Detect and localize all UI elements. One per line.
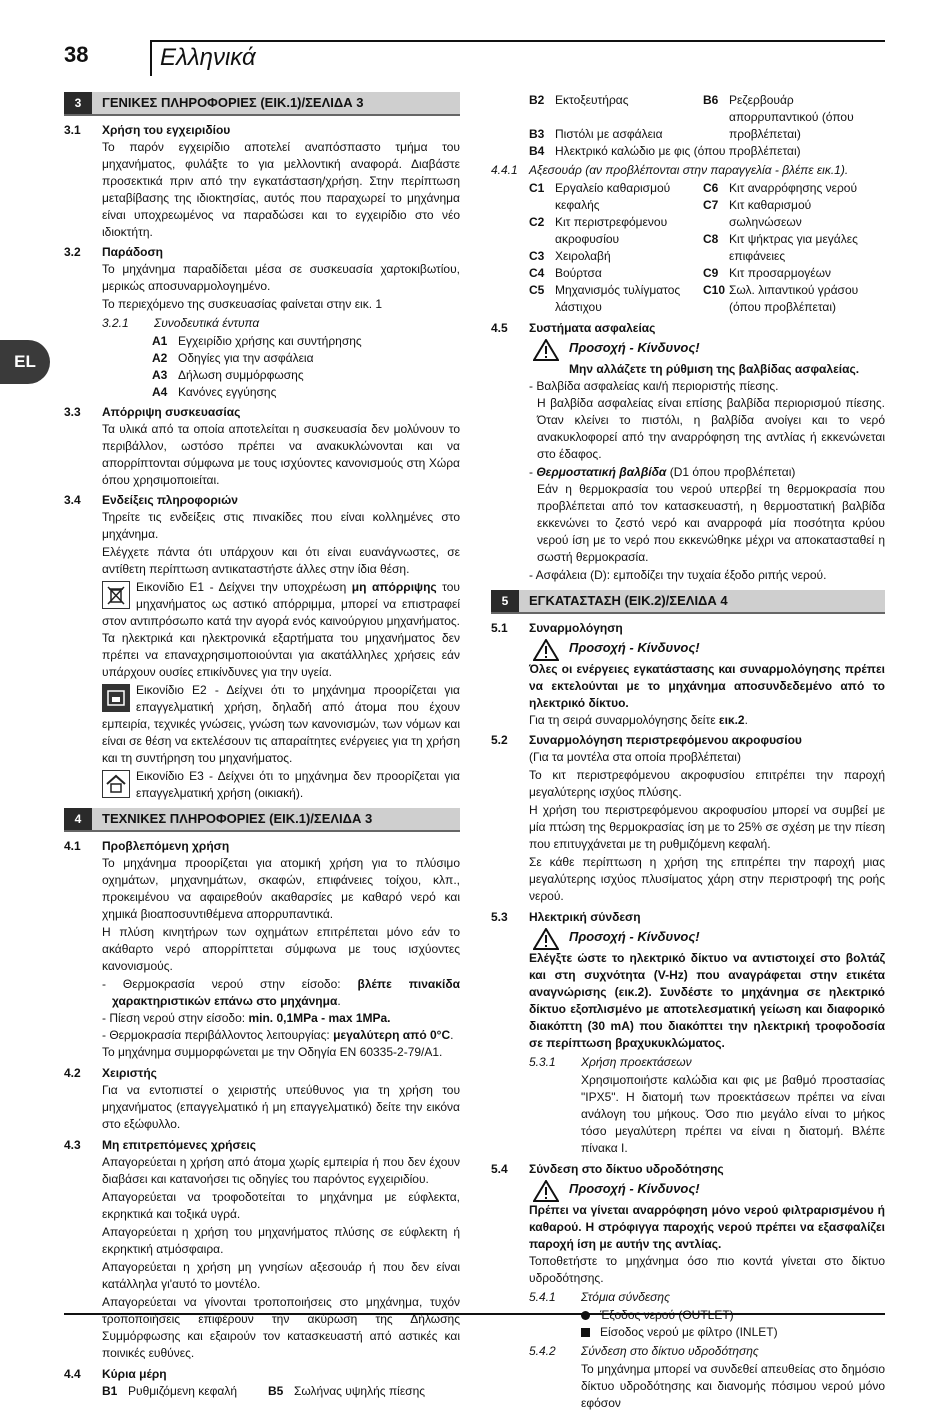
warning-icon [533,1180,559,1202]
subsection-5-4-2: 5.4.2 Σύνδεση στο δίκτυο υδροδότησης [529,1344,759,1358]
paragraph: Εάν η θερμοκρασία του νερού υπερβεί τη θερμοκρασία που προβλέπεται από τον κατασκευαστή, η θερμοστατική βαλβίδα εκκενώνει το ζεστό νερό και αναρροφά μία ποσότητα κρύου νερού ίση με το νερό που εκκενώθηκε μέχρι να αποκατασταθεί η σωστή θερμοκρασία. [537,482,885,564]
warning-box [533,339,885,361]
list-item: A1 Εγχειρίδιο χρήσης και συντήρησης [152,334,362,348]
warning-icon [533,928,559,950]
inlet-row: Είσοδος νερού με φίλτρο (INLET) [581,1324,885,1341]
list-item: A2 Οδηγίες για την ασφάλεια [152,351,314,365]
subsection-3-1: 3.1 Χρήση του εγχειριδίου [64,123,231,137]
home-icon [102,770,130,798]
paragraph: Το περιεχόμενο της συσκευασίας φαίνεται στην εικ. 1 [102,297,383,311]
paragraph: Το μηχάνημα προορίζεται για ατομική χρήση για το πλύσιμο οχημάτων, μηχανημάτων, σκαφών, επιφάνειες τοίχου, κλπ., προκειμένου να αφαιρεθούν ακαθαρσίες με καθαρό νερό και χημικά βιοαποσυντιθέμενα απορρυπαντικά. [102,856,460,921]
subsection-4-5: 4.5 Συστήματα ασφαλείας [491,321,656,335]
bullet: - Θερμοκρασία νερού στην είσοδο: βλέπε πινακίδα χαρακτηριστικών επάνω στο μηχάνημα. [102,977,460,1008]
subsection-3-3: 3.3 Απόρριψη συσκευασίας [64,405,241,419]
section-title: ΤΕΧΝΙΚΕΣ ΠΛΗΡΟΦΟΡΙΕΣ (ΕΙΚ.1)/ΣΕΛΙΔΑ 3 [92,808,460,830]
warning-text: Ελέγξτε ώστε το ηλεκτρικό δίκτυο να αντιστοιχεί στο βολτάζ και στη συχνότητα (V-Hz) που αναγράφεται στην ετικέτα αναγνώρισης (εικ.2). Συνδέστε το μηχάνημα σε ηλεκτρικό δίκτυο εξοπλισμένο με αποτελεσματική γείωση και διαφορικό διακόπτη (30 mA) που διακόπτει την ηλεκτρική τροφοδοσία σε περίπτωση βραχυκυκλώματος. [529,951,885,1050]
bullet: - Ασφάλεια (D): εμποδίζει την τυχαία έξοδο ριπής νερού. [529,568,827,582]
subsection-5-4-1: 5.4.1 Στόμια σύνδεσης [529,1290,670,1304]
list-item: C4 Βούρτσα [529,266,602,280]
paragraph: Απαγορεύεται να τροφοδοτείται το μηχάνημα με εύφλεκτα, εκρηκτικά και τοξικά υγρά. [102,1190,460,1221]
list-item: C8 Κιτ ψήκτρας για μεγάλες επιφάνειες [703,232,858,263]
paragraph: Τα υλικά από τα οποία αποτελείται η συσκευασία δεν μολύνουν το περιβάλλον, ωστόσο πρέπει να ανακυκλώνονται και να απορρίπτονται σύμφωνα με τους ισχύοντες κανονισμούς στη Χώρα όπου χρησιμοποιείται. [102,422,460,487]
subsection-3-2: 3.2 Παράδοση [64,245,163,259]
crossed-bin-icon [102,581,130,609]
paragraph: Σε κάθε περίπτωση η χρήση της επιτρέπει την παροχή μιας μεγαλύτερης ισχύος πλυσίματος χάρη στην περιστροφή της ροής νερού. [529,855,885,903]
list-item: B1 Ρυθμιζόμενη κεφαλή [102,1384,237,1398]
warning-icon [533,639,559,661]
paragraph: Απαγορεύεται να γίνονται τροποποιήσεις στο μηχάνημα, τυχόν τροποποιήσεις επιφέρουν την ακύρωση της Δήλωσης Συμμόρφωσης και εξαιρούν τον κατασκευαστή από αστικές και ποινικές ευθύνες. [102,1295,460,1360]
subsection-4-4: 4.4 Κύρια μέρη [64,1367,167,1381]
list-item: C7 Κιτ καθαρισμού σωληνώσεων [703,198,812,229]
paragraph: Τοποθετήστε το μηχάνημα όσο πιο κοντά γίνεται στο δίκτυο υδροδότησης. [529,1254,885,1285]
section-4-header [64,808,460,832]
left-column [64,92,460,1400]
professional-use-icon [102,684,130,712]
section-title: ΓΕΝΙΚΕΣ ΠΛΗΡΟΦΟΡΙΕΣ (ΕΙΚ.1)/ΣΕΛΙΔΑ 3 [92,92,460,114]
subsection-5-3-1: 5.3.1 Χρήση προεκτάσεων [529,1055,692,1069]
list-item: B3 Πιστόλι με ασφάλεια [529,127,663,141]
warning-icon [533,339,559,361]
parts-list [529,92,885,160]
warning-title: Προσοχή - Κίνδυνος! [569,340,700,355]
subsection-3-4: 3.4 Ενδείξεις πληροφοριών [64,493,238,507]
paragraph: Το μηχάνημα παραδίδεται μέσα σε συσκευασία χαρτοκιβωτίου, μερικώς αποσυναρμολογημένο. [102,262,460,293]
page-number: 38 [64,42,89,67]
paragraph: Το μηχάνημα μπορεί να συνδεθεί απευθείας στο δημόσιο δίκτυο υδροδότησης και διανομής πόσιμου νερού μόνο εφόσον [581,1362,885,1410]
warning-title: Προσοχή - Κίνδυνος! [569,929,700,944]
list-item: B2 Εκτοξευτήρας [529,93,629,107]
warning-title: Προσοχή - Κίνδυνος! [569,640,700,655]
language-title: Ελληνικά [160,44,256,71]
paragraph: Η χρήση του περιστρεφόμενου ακροφυσίου μπορεί να συμβεί με μία πτώση της θερμοκρασίας ίση με το 25% σε σχέση με την πίεση που επιτυγχάνεται με τη ρυθμιζόμενη κεφαλή. [529,803,885,851]
list-item: C6 Κιτ αναρρόφησης νερού [703,181,858,195]
warning-box [533,639,885,661]
warning-box [533,1180,885,1202]
bullet: - Θερμοστατική βαλβίδα (D1 όπου προβλέπεται) [529,465,796,479]
accessories-list [529,180,885,316]
paragraph: Η βαλβίδα ασφαλείας είναι επίσης βαλβίδα περιορισμού πίεσης. Όταν κλείνει το πιστόλι, η βαλβίδα ανοίγει και το νερό ανακυκλοφορεί από την αναρρόφηση της αντλίας ή εκκενώνεται στο έδαφος. [537,396,885,461]
header-divider [150,40,152,76]
list-item: A4 Κανόνες εγγύησης [152,385,277,399]
list-item: A3 Δήλωση συμμόρφωσης [152,368,304,382]
subsection-4-1: 4.1 Προβλεπόμενη χρήση [64,839,230,853]
outlet-row: Έξοδος νερού (OUTLET) [581,1307,885,1324]
list-item: C10 Σωλ. λιπαντικού γράσου (όπου προβλέπεται) [703,283,859,314]
paragraph: Απαγορεύεται η χρήση του μηχανήματος πλύσης σε εύφλεκτη ή εκρηκτική ατμόσφαιρα. [102,1225,460,1256]
paragraph: (Για τα μοντέλα στα οποία προβλέπεται) [529,750,741,764]
header-rule [150,40,885,42]
bullet: - Θερμοκρασία περιβάλλοντος λειτουργίας: μεγαλύτερη από 0°C. [102,1028,454,1042]
subsection-3-2-1: 3.2.1 Συνοδευτικά έντυπα [102,316,260,330]
paragraph: Ελέγχετε πάντα ότι υπάρχουν και ότι είναι ευανάγνωστες, σε αντίθετη περίπτωση αντικαταστήστε άλλες στην ίδια θέση. [102,545,460,576]
bullet: - Πίεση νερού στην είσοδο: min. 0,1MPa - max 1MPa. [102,1011,391,1025]
paragraph: Για τη σειρά συναρμολόγησης δείτε εικ.2. [529,713,748,727]
paragraph: Για να εντοπιστεί ο χειριστής υπεύθυνος για τη χρήση του μηχανήματος (επαγγελματικό ή μη επαγγελματικό) δείτε την εικόνα στο εξώφυλλο. [102,1083,460,1131]
paragraph: Η πλύση κινητήρων των οχημάτων επιτρέπεται μόνο εάν το ακάθαρτο νερό απορρίπτεται σύμφωνα με τους ισχύοντες κανονισμούς. [102,925,460,973]
warning-box [533,928,885,950]
right-column [491,92,885,1413]
warning-text: Όλες οι ενέργειες εγκατάστασης και συναρμολόγησης πρέπει να εκτελούνται με το μηχάνημα αποσυνδεδεμένο από το ηλεκτρικό δίκτυο. [529,662,885,710]
paragraph: Απαγορεύεται η χρήση μη γνησίων αξεσουάρ ή που δεν είναι κατάλληλα γι'αυτό το μοντέλο. [102,1260,460,1291]
paragraph: Τηρείτε τις ενδείξεις στις πινακίδες που είναι κολλημένες στο μηχάνημα. [102,510,460,541]
paragraph: Απαγορεύεται η χρήση από άτομα χωρίς εμπειρία ή που δεν έχουν διαβάσει και κατανοήσει τις οδηγίες του παρόντος εγχειριδίου. [102,1155,460,1186]
subsection-5-4: 5.4 Σύνδεση στο δίκτυο υδροδότησης [491,1162,724,1176]
section-3-header [64,92,460,116]
list-item: C9 Κιτ προσαρμογέων [703,266,831,280]
list-item: C2 Κιτ περιστρεφόμενου ακροφυσίου [529,215,668,246]
list-item: B5 Σωλήνας υψηλής πίεσης [268,1384,426,1398]
section-number: 4 [64,808,92,830]
parts-row [102,1383,460,1400]
list-item: C3 Χειρολαβή [529,249,611,263]
filled-square-icon [581,1328,590,1337]
icon-e1-paragraph: Εικονίδιο Ε1 - Δείχνει την υποχρέωση μη απόρριψης του μηχανήματος ως αστικό απόρριμμα, μπορεί να επιστραφεί στον αντιπρόσωπο κατά την αγορά ενός καινούργιου μηχανήματος. Τα ηλεκτρικά και ηλεκτρονικά εξαρτήματα του μηχανήματος δεν πρέπει να επαναχρησιμοποιούνται για ακατάλληλες χρήσεις εάν υπάρχουν ουσίες επικίνδυνες για την υγεία. [102,580,460,679]
list-item: C5 Μηχανισμός τυλίγματος λάστιχου [529,283,681,314]
section-title: ΕΓΚΑΤΑΣΤΑΣΗ (ΕΙΚ.2)/ΣΕΛΙΔΑ 4 [519,590,885,612]
paragraph: Το μηχάνημα συμμορφώνεται με την Οδηγία EN 60335-2-79/A1. [102,1045,443,1059]
language-side-tab: EL [0,340,50,384]
subsection-5-3: 5.3 Ηλεκτρική σύνδεση [491,910,641,924]
subsection-5-2: 5.2 Συναρμολόγηση περιστρεφόμενου ακροφυσίου [491,733,802,747]
section-number: 5 [491,590,519,612]
subsection-5-1: 5.1 Συναρμολόγηση [491,621,623,635]
list-item: C1 Εργαλείο καθαρισμού κεφαλής [529,181,671,212]
icon-e2-paragraph: Εικονίδιο Ε2 - Δείχνει ότι το μηχάνημα προορίζεται για επαγγελματική χρήση, δηλαδή από άτομα που έχουν εμπειρία, τεχνικές γνώσεις, γνώση των κανονισμών, των νόμων και είναι σε θέση να εκτελέσουν τις απαραίτητες ενέργειες για τη χρήση και τη συντήρηση του μηχανήματος. [102,683,460,765]
bullet: - Βαλβίδα ασφαλείας και/ή περιοριστής πίεσης. [529,379,779,393]
warning-text: Μην αλλάζετε τη ρύθμιση της βαλβίδας ασφαλείας. [569,362,860,376]
icon-e3-paragraph: Εικονίδιο Ε3 - Δείχνει ότι το μηχάνημα δεν προορίζεται για επαγγελματική χρήση (οικιακή). [102,768,460,802]
warning-title: Προσοχή - Κίνδυνος! [569,1181,700,1196]
section-5-header [491,590,885,614]
filled-circle-icon [581,1311,590,1320]
paragraph: Χρησιμοποιήστε καλώδια και φις με βαθμό προστασίας "IPX5". Η διατομή των προεκτάσεων πρέπει να είναι ανάλογη του μήκους. Όσο πιο μεγάλο είναι το μήκος τόσο μεγαλύτερη πρέπει να είναι η διατομή. Βλέπε πίνακα I. [581,1073,885,1155]
list-item: B6 Ρεζερβουάρ απορρυπαντικού (όπου προβλέπεται) [703,93,854,141]
paragraph: Το κιτ περιστρεφόμενου ακροφυσίου επιτρέπει την παροχή μεγαλύτερης ισχύος πλύσης. [529,768,885,799]
subsection-4-2: 4.2 Χειριστής [64,1066,157,1080]
paragraph: Το παρόν εγχειρίδιο αποτελεί αναπόσπαστο τμήμα του μηχανήματος, φυλάξτε το για μελλοντική αναφορά. Διαβάστε προσεκτικά πριν από την εγκατάσταση/χρήση. Στην περίπτωση μεταβίβασης της ιδιοκτησίας, αυτός που παραχωρεί το μηχάνημα είναι υποχρεωμένος να παραδώσει και το εγχειρίδιο στο νέο ιδιοκτήτη. [102,140,460,239]
subsection-4-3: 4.3 Μη επιτρεπόμενες χρήσεις [64,1138,256,1152]
section-number: 3 [64,92,92,114]
subsection-4-4-1: 4.4.1 Αξεσουάρ (αν προβλέπονται στην παραγγελία - βλέπε εικ.1). [491,163,849,177]
warning-text: Πρέπει να γίνεται αναρρόφηση μόνο νερού φιλτραρισμένου ή καθαρού. Η στρόφιγγα παροχής νερού πρέπει να εξασφαλίζει παροχή ίση με αυτήν της αντλίας. [529,1203,885,1251]
list-item: B4 Ηλεκτρικό καλώδιο με φις (όπου προβλέπεται) [529,144,801,158]
